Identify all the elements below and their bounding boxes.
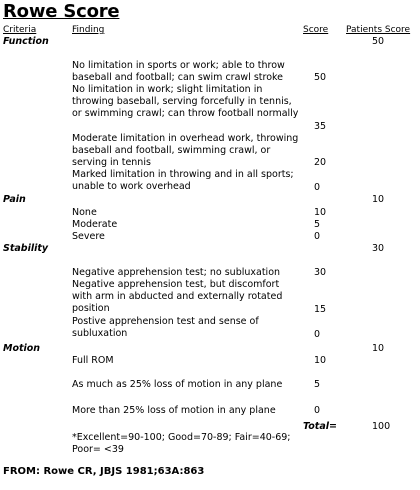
page-title: Rowe Score (3, 1, 120, 22)
finding-text: Severe (72, 231, 105, 242)
finding-text: Moderate (72, 219, 118, 230)
section-motion-label: Motion (3, 343, 41, 354)
finding-text: Negative apprehension test, but discomfort with arm in abducted and externally rotated position (72, 279, 283, 315)
finding-score: 0 (314, 231, 321, 242)
finding-text: Marked limitation in throwing and in all sports; unable to work overhead (72, 169, 294, 193)
finding-text: As much as 25% loss of motion in any plane (72, 379, 283, 390)
finding-text: Moderate limitation in overhead work, throwing baseball and football, swimming crawl, or serving in tennis (72, 133, 299, 169)
finding-text: None (72, 207, 97, 218)
finding-score: 50 (314, 72, 327, 83)
source-citation: FROM: Rowe CR, JBJS 1981;63A:863 (3, 466, 205, 477)
finding-score: 0 (314, 329, 321, 340)
finding-score: 5 (314, 379, 321, 390)
finding-text: Full ROM (72, 355, 114, 366)
section-stability-label: Stability (3, 243, 49, 254)
finding-score: 10 (314, 207, 327, 218)
section-pain-patients-score: 10 (372, 194, 385, 205)
section-pain-label: Pain (3, 194, 26, 205)
header-patients-score: Patients Score (346, 25, 411, 35)
finding-text: Postive apprehension test and sense of subluxation (72, 316, 259, 340)
total-value: 100 (372, 421, 391, 432)
finding-score: 5 (314, 219, 321, 230)
finding-text: Negative apprehension test; no subluxation (72, 267, 281, 278)
finding-score: 35 (314, 121, 327, 132)
grading-footnote: *Excellent=90-100; Good=70-89; Fair=40-69; Poor= <39 (72, 432, 291, 456)
section-function-patients-score: 50 (372, 36, 385, 47)
finding-text: No limitation in work; slight limitation in throwing baseball, serving forcefully in tennis, or swimming crawl; can throw football normally (72, 84, 299, 120)
finding-text: More than 25% loss of motion in any plane (72, 405, 276, 416)
finding-text: No limitation in sports or work; able to throw baseball and football; can swim crawl stroke (72, 60, 285, 84)
section-function-label: Function (3, 36, 49, 47)
finding-score: 30 (314, 267, 327, 278)
finding-score: 15 (314, 304, 327, 315)
finding-score: 10 (314, 355, 327, 366)
finding-score: 0 (314, 182, 321, 193)
finding-score: 20 (314, 157, 327, 168)
header-finding: Finding (72, 25, 105, 35)
section-motion-patients-score: 10 (372, 343, 385, 354)
total-label: Total= (303, 421, 337, 432)
header-criteria: Criteria (3, 25, 37, 35)
header-score: Score (303, 25, 329, 35)
section-stability-patients-score: 30 (372, 243, 385, 254)
finding-score: 0 (314, 405, 321, 416)
